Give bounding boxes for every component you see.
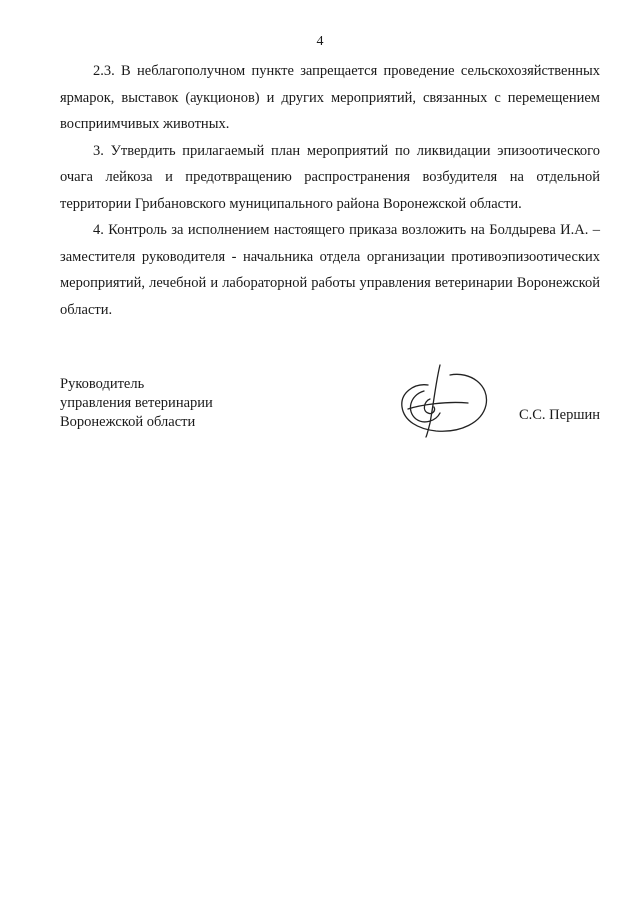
signatory-name: С.С. Першин bbox=[518, 407, 600, 423]
signature-block bbox=[60, 375, 600, 445]
position-line-2: управления ветеринарии bbox=[60, 395, 213, 411]
paragraph-4: 4. Контроль за исполнением настоящего приказа возложить на Болдырева И.А. – заместителя руководителя - начальника отдела организации противоэпизоотических мероприятий, лечебной и лабораторной работы управления ветеринарии Воронежской области. bbox=[60, 222, 600, 318]
position-line-1: Руководитель bbox=[60, 376, 145, 392]
handwritten-signature bbox=[390, 361, 500, 441]
paragraph-3: 3. Утвердить прилагаемый план мероприятий по ликвидации эпизоотического очага лейкоза и предотвращению распространения возбудителя на отдельной территории Грибановского муниципального района Воронежской области. bbox=[60, 142, 600, 212]
document-body bbox=[60, 58, 600, 323]
page-number: 4 bbox=[316, 34, 324, 49]
paragraph-2-3: 2.3. В неблагополучном пункте запрещается проведение сельскохозяйственных ярмарок, выставок (аукционов) и других мероприятий, связанных с перемещением восприимчивых животных. bbox=[60, 63, 600, 132]
signatory-position bbox=[60, 375, 213, 432]
position-line-3: Воронежской области bbox=[60, 414, 196, 430]
